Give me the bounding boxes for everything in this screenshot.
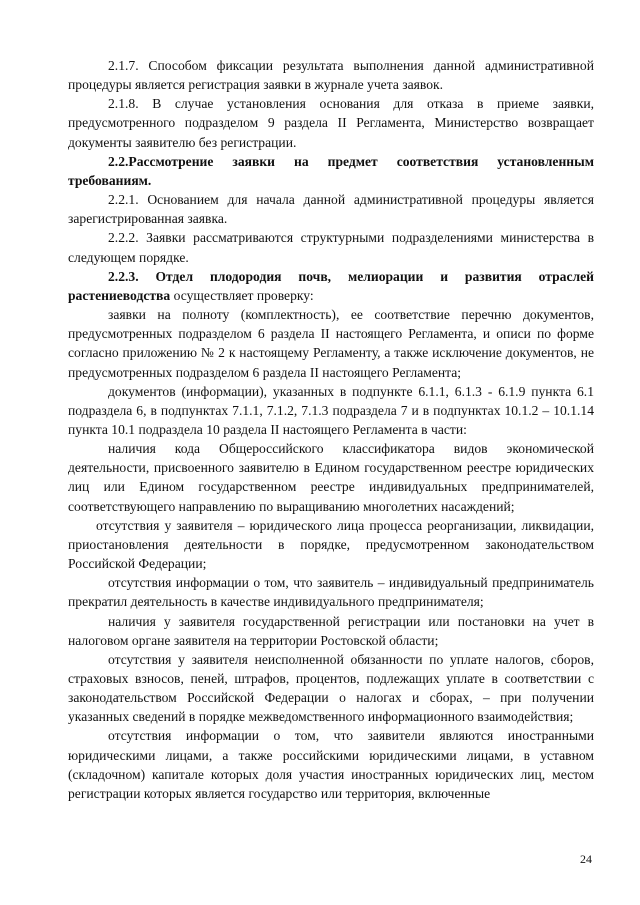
- check-item-documents: документов (информации), указанных в подпункте 6.1.1, 6.1.3 - 6.1.9 пункта 6.1 подраздела 6, в подпунктах 7.1.1, 7.1.2, 7.1.3 подраздела 7 и в подпунктах 10.1.2 – 10.1.14 пункта 10.1 подраздела 10 раздела II настоящего Регламента в части:: [68, 383, 594, 437]
- paragraph-2-1-7: 2.1.7. Способом фиксации результата выполнения данной административной процедуры является регистрация заявки в журнале учета заявок.: [68, 58, 594, 93]
- check-item-completeness: заявки на полноту (комплектность), ее соответствие перечню документов, предусмотренных подразделом 6 раздела II настоящего Регламента, и описи по форме согласно приложению № 2 к настоящему Регламенту, а также исключение документов, не предусмотренных подразделом 6 раздела II настоящего Регламента;: [68, 307, 594, 380]
- paragraph-2-2-3: [68, 267, 594, 305]
- paragraph-2-2-3-rest: осуществляет проверку:: [170, 287, 314, 303]
- paragraph-2-1-8: 2.1.8. В случае установления основания для отказа в приеме заявки, предусмотренного подразделом 9 раздела II Регламента, Министерство возвращает документы заявителю без регистрации.: [68, 96, 594, 150]
- page-number: 24: [580, 852, 592, 866]
- document-page: [68, 56, 594, 803]
- section-heading-2-2: 2.2.Рассмотрение заявки на предмет соответствия установленным требованиям.: [68, 153, 594, 188]
- check-item-tax-debt: отсутствия у заявителя неисполненной обязанности по уплате налогов, сборов, страховых взносов, пеней, штрафов, процентов, подлежащих уплате в соответствии с законодательством Российской Федерации о налогах и сборах, – при получении указанных сведений в порядке межведомственного информационного взаимодействия;: [68, 651, 594, 725]
- check-item-entrepreneur: отсутствия информации о том, что заявитель – индивидуальный предприниматель прекратил деятельность в качестве индивидуального предпринимателя;: [68, 575, 594, 610]
- paragraph-2-2-1: 2.2.1. Основанием для начала данной административной процедуры является зарегистрированная заявка.: [68, 192, 594, 227]
- paragraph-2-2-2: 2.2.2. Заявки рассматриваются структурными подразделениями министерства в следующем порядке.: [68, 230, 594, 265]
- paragraph-2-2-3-bold: 2.2.3. Отдел плодородия почв, мелиорации и развития отраслей растениеводства: [68, 268, 594, 303]
- check-item-tax-registration: наличия у заявителя государственной регистрации или постановки на учет в налоговом органе заявителя на территории Ростовской области;: [68, 613, 594, 648]
- check-item-foreign-entities: отсутствия информации о том, что заявители являются иностранными юридическими лицами, а также российскими юридическими лицами, в уставном (складочном) капитале которых доля участия иностранных юридических лиц, местом регистрации которых является государство или территория, включенные: [68, 728, 594, 801]
- check-item-okved-code: наличия кода Общероссийского классификатора видов экономической деятельности, присвоенного заявителю в Едином государственном реестре юридических лиц или Едином государственном реестре индивидуальных предпринимателей, соответствующего направлению по выращиванию многолетних насаждений;: [68, 441, 594, 514]
- check-item-reorganization: отсутствия у заявителя – юридического лица процесса реорганизации, ликвидации, приостановления деятельности в порядке, предусмотренном законодательством Российской Федерации;: [68, 517, 594, 572]
